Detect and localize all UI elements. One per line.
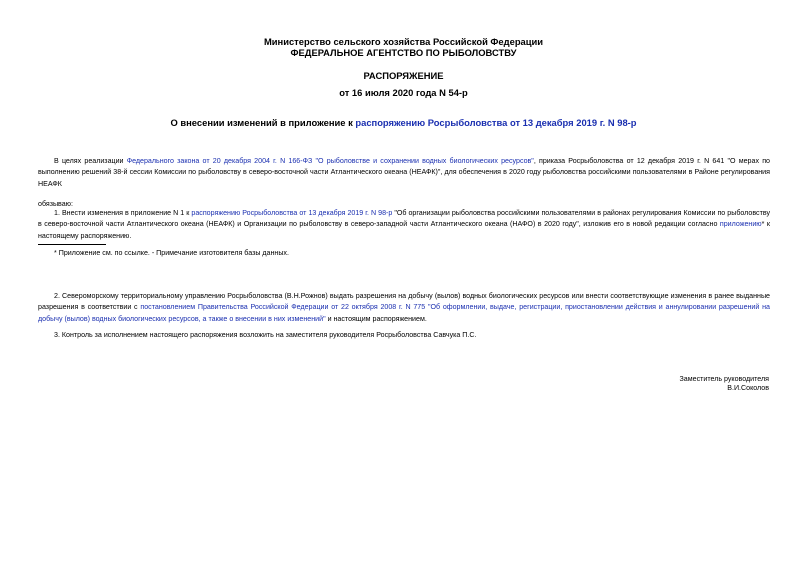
link-government-decree-775[interactable]: постановлением Правительства Российской Федерации от 22 октября 2008 г. N 775 "Об оформлении, выдаче, регистрации, приостановлении действия и аннулировании разрешений на добычу (вылов) водных биологических ресурсов, а также о внесении в них изменений" xyxy=(38,303,770,323)
item-2-paragraph xyxy=(38,291,770,325)
signature-name: В.И.Соколов xyxy=(727,384,769,392)
footnote-divider xyxy=(38,244,106,245)
footnote-text: * Приложение см. по ссылке. - Примечание изготовителя базы данных. xyxy=(54,249,289,257)
preamble-text-1: В целях реализации xyxy=(54,157,127,165)
document-type: РАСПОРЯЖЕНИЕ xyxy=(363,70,444,81)
item-3-text: 3. Контроль за исполнением настоящего распоряжения возложить на заместителя руководителя Росрыболовства Савчука П.С. xyxy=(54,331,477,339)
preamble-paragraph xyxy=(38,156,770,190)
ministry-name: Министерство сельского хозяйства Российской Федерации xyxy=(263,36,544,47)
document-title xyxy=(0,117,807,128)
preamble-text-2: , приказа Росрыболовства от 12 декабря 2019 г. N 641 "О мерах по выполнению решений 38-й сессии Комиссии по рыболовству в северо-восточной части Атлантического океана (НЕАФК)", для обеспечения в 2020 году рыболовства российскими пользователями в Районе регулирования НЕАФК xyxy=(38,157,770,188)
title-prefix: О внесении изменений в приложение к xyxy=(170,117,356,128)
signature-position: Заместитель руководителя xyxy=(679,375,769,383)
item-1-paragraph xyxy=(38,208,770,242)
title-link-order-98[interactable]: распоряжению Росрыболовства от 13 декабря 2019 г. N 98-р xyxy=(355,117,637,128)
item-2-text-2: и настоящим распоряжением. xyxy=(325,314,427,323)
item-2-text-1: 2. Североморскому территориальному управлению Росрыболовства (В.Н.Рожнов) выдать разрешения на добычу (вылов) водных биологических ресурсов или внести соответствующие изменения в ранее выданные разрешения в соответствии с xyxy=(38,292,770,312)
link-order-98[interactable]: распоряжению Росрыболовства от 13 декабря 2019 г. N 98-р xyxy=(191,209,393,217)
item-1-text-1: 1. Внести изменения в приложение N 1 к xyxy=(54,209,192,217)
item-1-text-2: "Об организации рыболовства российскими пользователями в районах регулирования Комиссии по рыболовству в северо-восточной части Атлантического океана (НЕАФК) и Организации по рыболовству в северо-западной части Атлантического океана (НАФО) в 2020 году", изложив его в новой редакции согласно xyxy=(38,209,770,229)
obligate-text: обязываю: xyxy=(38,200,73,208)
link-federal-law-166[interactable]: Федерального закона от 20 декабря 2004 г. N 166-ФЗ "О рыболовстве и сохранении водных биологических ресурсов" xyxy=(126,157,534,165)
link-appendix[interactable]: приложению xyxy=(719,220,762,229)
document-date-number: от 16 июля 2020 года N 54-р xyxy=(339,87,468,98)
item-1-text-3: * к настоящему распоряжению. xyxy=(38,220,770,240)
agency-name: ФЕДЕРАЛЬНОЕ АГЕНТСТВО ПО РЫБОЛОВСТВУ xyxy=(290,47,517,58)
